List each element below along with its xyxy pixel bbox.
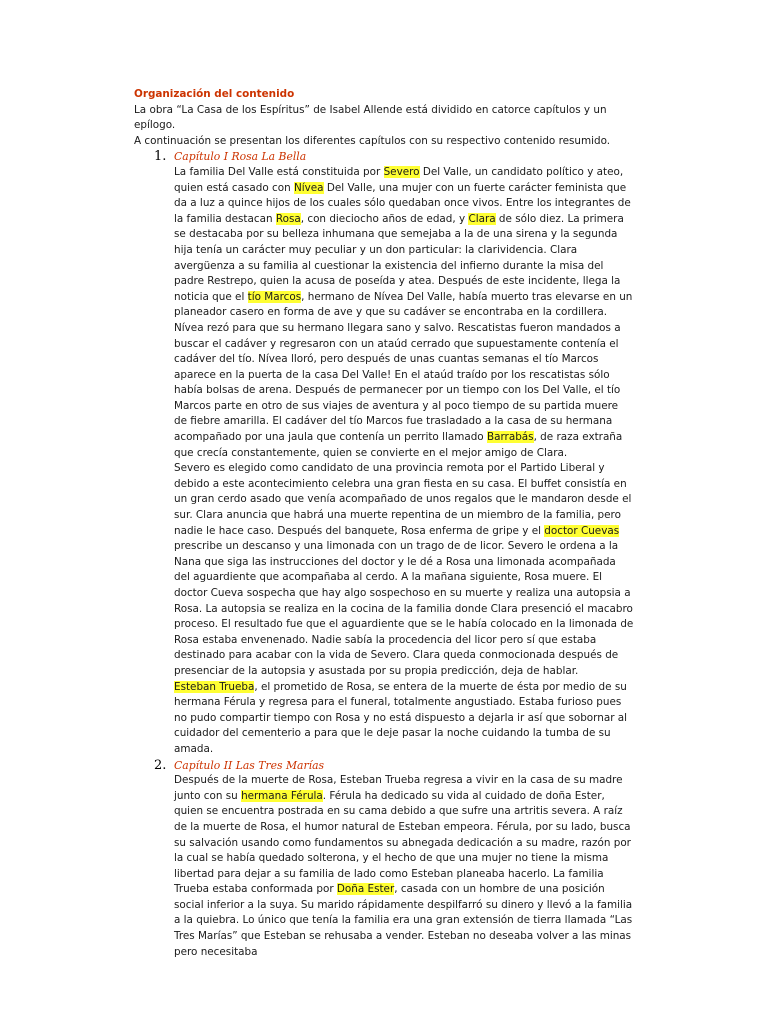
highlighted-name: Rosa bbox=[275, 212, 301, 225]
paragraph-text: , con dieciocho años de edad, y bbox=[300, 212, 469, 225]
highlighted-name: tío Marcos bbox=[247, 290, 302, 303]
chapter-paragraph bbox=[174, 461, 634, 679]
paragraph-text: prescribe un descanso y una limonada con un trago de de licor. Severo le ordena a la Nana que siga las instrucciones del doctor y le dé a Rosa una limonada acompañada del aguardiente que acompañaba al cerdo. A la mañana siguiente, Rosa muere. El doctor Cueva sospecha que hay algo sospechoso en su muerte y realiza una autopsia a Rosa. La autopsia se realiza en la cocina de la familia donde Clara presenció el macabro proceso. El resultado fue que el aguardiente que se le había colocado en la limonada de Rosa estaba envenenado. Nadie sabía la procedencia del licor pero sí que estaba destinado para acabar con la vida de Severo. Clara queda conmocionada después de presenciar de la autopsia y asustada por su propia predicción, deja de hablar. bbox=[174, 540, 634, 677]
chapter-item bbox=[134, 149, 634, 757]
paragraph-text: Severo es elegido como candidato de una provincia remota por el Partido Liberal y debido a este acontecimiento celebra una gran fiesta en su casa. El buffet consistía en un gran cerdo asado que venía acompañado de unos regalos que le mandaron desde el sur. Clara anuncia que habrá una muerte repentina de un miembro de la familia, pero nadie le hace caso. Después del banquete, Rosa enferma de gripe y el bbox=[174, 462, 632, 537]
chapter-body bbox=[174, 773, 634, 960]
chapter-number: 2. bbox=[154, 757, 167, 773]
chapter-number: 1. bbox=[154, 149, 167, 165]
highlighted-name: doctor Cuevas bbox=[544, 524, 620, 537]
paragraph-text: de sólo diez. La primera se destacaba por su belleza inhumana que semejaba a la de una sirena y la segunda hija tenía un carácter muy peculiar y un don particular: la clarividencia. Clara avergüenza a su familia al cuestionar la existencia del infierno durante la misa del padre Restrepo, quien la acusa de poseída y atea. Después de este incidente, llega la noticia que el bbox=[174, 212, 624, 303]
highlighted-name: hermana Férula bbox=[241, 789, 323, 802]
intro-line-1: La obra “La Casa de los Espíritus” de Isabel Allende está dividido en catorce capítulos y un epílogo. bbox=[134, 103, 607, 132]
paragraph-text: , el prometido de Rosa, se entera de la muerte de ésta por medio de su hermana Férula y regresa para el funeral, totalmente angustiado. Estaba furioso pues no pudo compartir tiempo con Rosa y no está dispuesto a dejarla ir así que sobornar al cuidador del cementerio a para que le deje pasar la noche cuidando la tumba de su amada. bbox=[174, 680, 628, 755]
chapter-title: Capítulo II Las Tres Marías bbox=[174, 758, 325, 772]
highlighted-name: Doña Ester bbox=[336, 883, 395, 896]
chapter-item bbox=[134, 758, 634, 961]
chapter-paragraph bbox=[174, 680, 634, 758]
paragraph-text: , hermano de Nívea Del Valle, había muerto tras elevarse en un planeador casero en forma de ave y que su cadáver se encontraba en la cordillera. Nívea rezó para que su hermano llegara sano y salvo. Rescatistas fueron mandados a buscar el cadáver y regresaron con un ataúd cerrado que supuestamente contenía el cadáver del tío. Nívea lloró, pero después de unas cuantas semanas el tío Marcos aparece en la puerta de la casa Del Valle! En el ataúd traído por los rescatistas sólo había bolsas de arena. Después de permanecer por un tiempo con los Del Valle, el tío Marcos parte en otro de sus viajes de aventura y al poco tiempo de su partida muere de fiebre amarilla. El cadáver del tío Marcos fue trasladado a la casa de su hermana acompañado por una jaula que contenía un perrito llamado bbox=[174, 290, 633, 444]
paragraph-text: , casada con un hombre de una posición social inferior a la suya. Su marido rápidamente despilfarró su dinero y llevó a la familia a la quiebra. Lo único que tenía la familia era una gran extensión de tierra llamada “Las Tres Marías” que Esteban se rehusaba a vender. Esteban no deseaba volver a las minas pero necesitaba bbox=[174, 883, 633, 958]
paragraph-text: . Férula ha dedicado su vida al cuidado de doña Ester, quien se encuentra postrada en su cama debido a que sufre una artritis severa. A raíz de la muerte de Rosa, el humor natural de Esteban empeora. Férula, por su lado, busca su salvación usando como fundamentos su abnegada dedicación a su madre, razón por la cual se había quedado solterona, y el hecho de que una mujer no tiene la misma libertad para dejar a su familia de lado como Esteban planeaba hacerlo. La familia Trueba estaba conformada por bbox=[174, 789, 631, 896]
chapter-title: Capítulo I Rosa La Bella bbox=[174, 150, 307, 164]
highlighted-name: Barrabás bbox=[486, 431, 534, 444]
highlighted-name: Esteban Trueba bbox=[174, 680, 255, 693]
highlighted-name: Nívea bbox=[293, 181, 324, 194]
paragraph-text: Después de la muerte de Rosa, Esteban Trueba regresa a vivir en la casa de su madre junto con su bbox=[174, 774, 623, 802]
highlighted-name: Clara bbox=[468, 212, 496, 225]
paragraph-text: Del Valle, un candidato político y ateo, quien está casado con bbox=[174, 165, 624, 194]
section-heading: Organización del contenido bbox=[134, 88, 295, 100]
chapter-list bbox=[134, 149, 634, 960]
paragraph-text: , de raza extraña que crecía constantemente, quien se convierte en el mejor amigo de Clara. bbox=[174, 431, 623, 459]
intro-line-2: A continuación se presentan los diferentes capítulos con su respectivo contenido resumido. bbox=[134, 134, 611, 147]
paragraph-text: Del Valle, una mujer con un fuerte carácter feminista que da a luz a quince hijos de los cuales sólo quedaban once vivos. Entre los integrantes de la familia destacan bbox=[174, 181, 631, 225]
chapter-paragraph bbox=[174, 165, 634, 461]
paragraph-text: La familia Del Valle está constituida por bbox=[174, 165, 384, 178]
chapter-paragraph bbox=[174, 773, 634, 960]
highlighted-name: Severo bbox=[383, 165, 420, 178]
chapter-body bbox=[174, 165, 634, 758]
document-page bbox=[134, 87, 634, 960]
